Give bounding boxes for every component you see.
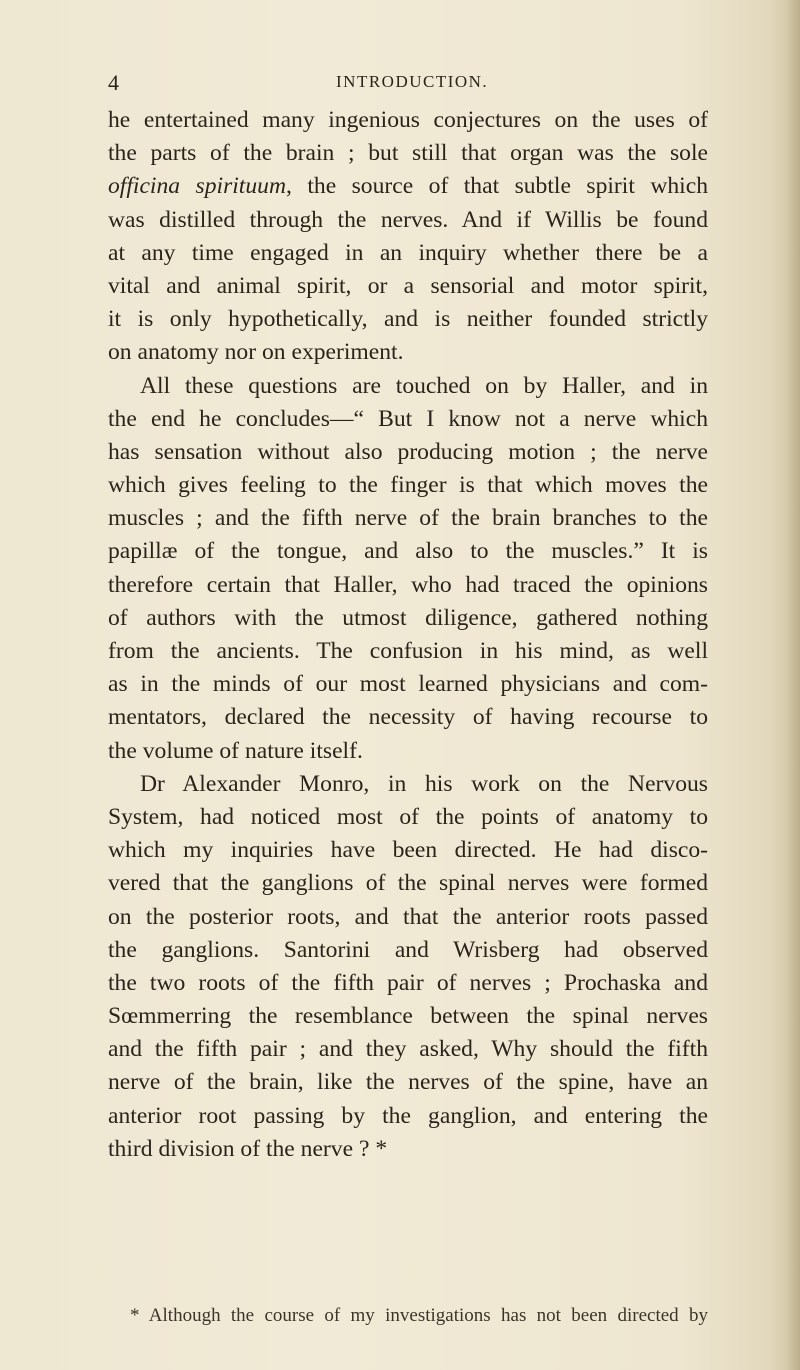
text-line-28: Sœmmerring the resemblance between the spinal nerves (108, 1003, 708, 1030)
page-edge-shadow (786, 0, 800, 1370)
footnote: * Although the course of my investigations has not been directed by (130, 1305, 708, 1326)
text-line-31: anterior root passing by the ganglion, and entering the (108, 1102, 708, 1129)
text-line-16: of authors with the utmost diligence, gathered nothing (108, 604, 708, 631)
text-line-25: on the posterior roots, and that the anterior roots passed (108, 903, 708, 930)
text-line-20: the volume of nature itself. (108, 737, 363, 764)
text-line-1: he entertained many ingenious conjectures on the uses of (108, 107, 708, 133)
text-line-21: Dr Alexander Monro, in his work on the Nervous (140, 770, 708, 797)
text-line-23: which my inquiries have been directed. He had disco- (108, 837, 708, 864)
text-line-12: which gives feeling to the finger is that which moves the (108, 472, 708, 499)
text-line-7: it is only hypothetically, and is neither founded strictly (108, 306, 708, 333)
page-number: 4 (108, 70, 119, 95)
text-line-4: was distilled through the nerves. And if Willis be found (108, 206, 708, 233)
text-line-15: therefore certain that Haller, who had traced the opinions (108, 571, 708, 598)
text-line-30: nerve of the brain, like the nerves of the spine, have an (108, 1069, 708, 1096)
text-line-26: the ganglions. Santorini and Wrisberg had observed (108, 936, 708, 963)
running-head: INTRODUCTION. (336, 72, 489, 91)
text-line-9: All these questions are touched on by Haller, and in (140, 372, 708, 399)
body-text (108, 104, 708, 1166)
text-line-17: from the ancients. The confusion in his mind, as well (108, 638, 708, 664)
text-line-29: and the fifth pair ; and they asked, Why should the fifth (108, 1036, 708, 1063)
text-line-32: third division of the nerve ? * (108, 1135, 388, 1162)
text-line-19: mentators, declared the necessity of having recourse to (108, 704, 708, 731)
text-line-6: vital and animal spirit, or a sensorial and motor spirit, (108, 272, 708, 299)
text-line-5: at any time engaged in an inquiry whether there be a (108, 239, 708, 266)
text-line-8: on anatomy nor on experiment. (108, 339, 404, 366)
text-line-14: papillæ of the tongue, and also to the muscles.” It is (108, 538, 708, 565)
latin-phrase: officina spirituum (108, 173, 286, 200)
text-line-3: officina spirituum, the source of that subtle spirit which (108, 173, 708, 200)
page-header (108, 70, 708, 100)
text-line-10: the end he concludes—“ But I know not a nerve which (108, 405, 708, 432)
text-line-13: muscles ; and the fifth nerve of the brain branches to the (108, 505, 708, 532)
text-line-18: as in the minds of our most learned physicians and com- (108, 671, 708, 698)
text-line-27: the two roots of the fifth pair of nerves ; Prochaska and (108, 969, 708, 996)
text-line-22: System, had noticed most of the points of anatomy to (108, 803, 708, 830)
text-line-24: vered that the ganglions of the spinal nerves were formed (108, 870, 708, 897)
text-line-11: has sensation without also producing motion ; the nerve (108, 438, 708, 465)
text-line-2: the parts of the brain ; but still that organ was the sole (108, 140, 708, 167)
